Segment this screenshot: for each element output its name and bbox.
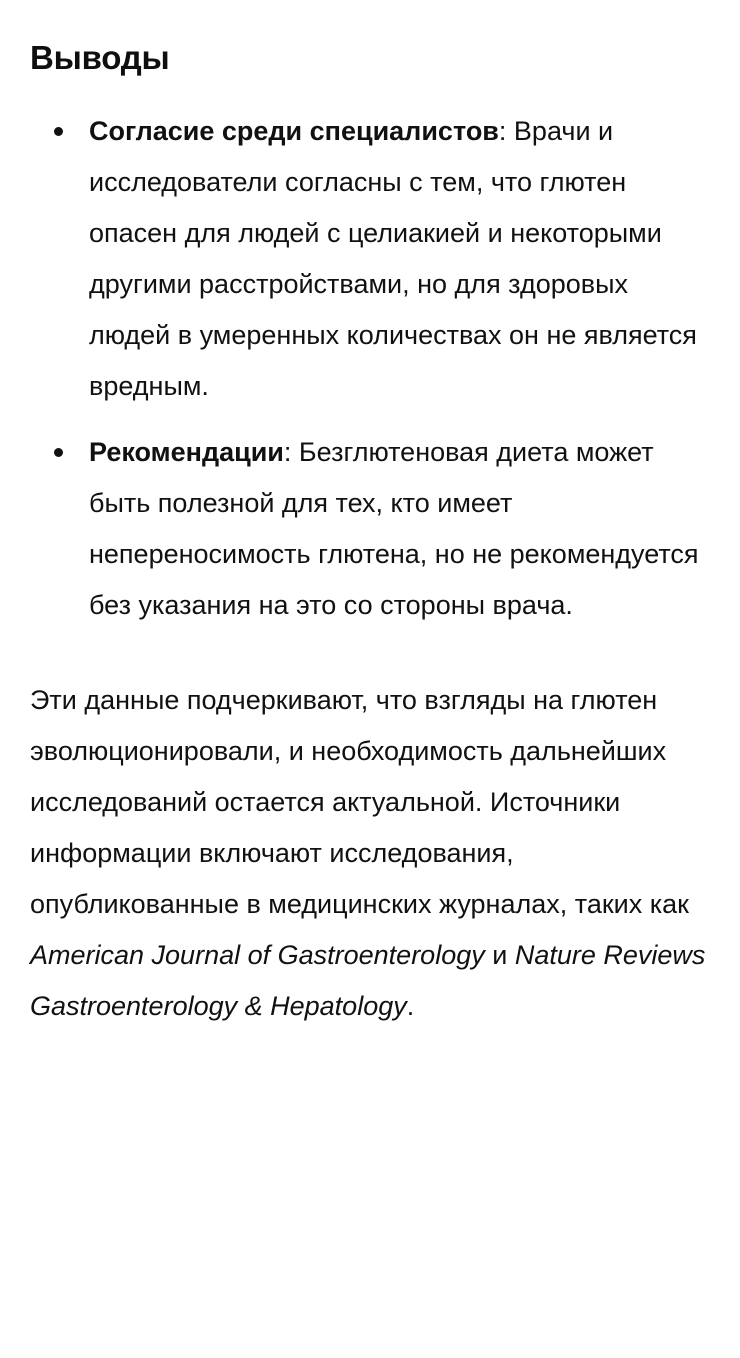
bullet-icon [54,127,63,136]
item-term: Согласие среди специалистов [89,116,499,146]
bullet-icon [54,448,63,457]
summary-conjunction: и [484,940,515,970]
summary-paragraph [30,675,710,1032]
journal-title: American Journal of Gastroenterology [30,940,485,970]
item-separator: : [498,116,507,146]
journal-title: Nature Reviews Gastroenterology & Hepatology [30,940,706,1021]
conclusions-list [30,106,710,631]
list-item [30,106,710,412]
item-separator: : [283,437,292,467]
section-title: Выводы [30,39,170,76]
list-item [30,427,710,631]
summary-text: Эти данные подчеркивают, что взгляды на глютен эволюционировали, и необходимость дальнейших исследований остается актуальной. Источники информации включают исследования, опубликованные в медицинских журналах, таких как [30,685,689,919]
summary-ending: . [406,991,415,1021]
item-text: Врачи и исследователи согласны с тем, что глютен опасен для людей с целиакией и некоторыми другими расстройствами, но для здоровых людей в умеренных количествах он не является вредным. [89,116,697,401]
item-text: Безглютеновая диета может быть полезной для тех, кто имеет непереносимость глютена, но не рекомендуется без указания на это со стороны врача. [89,437,699,620]
item-term: Рекомендации [89,437,284,467]
